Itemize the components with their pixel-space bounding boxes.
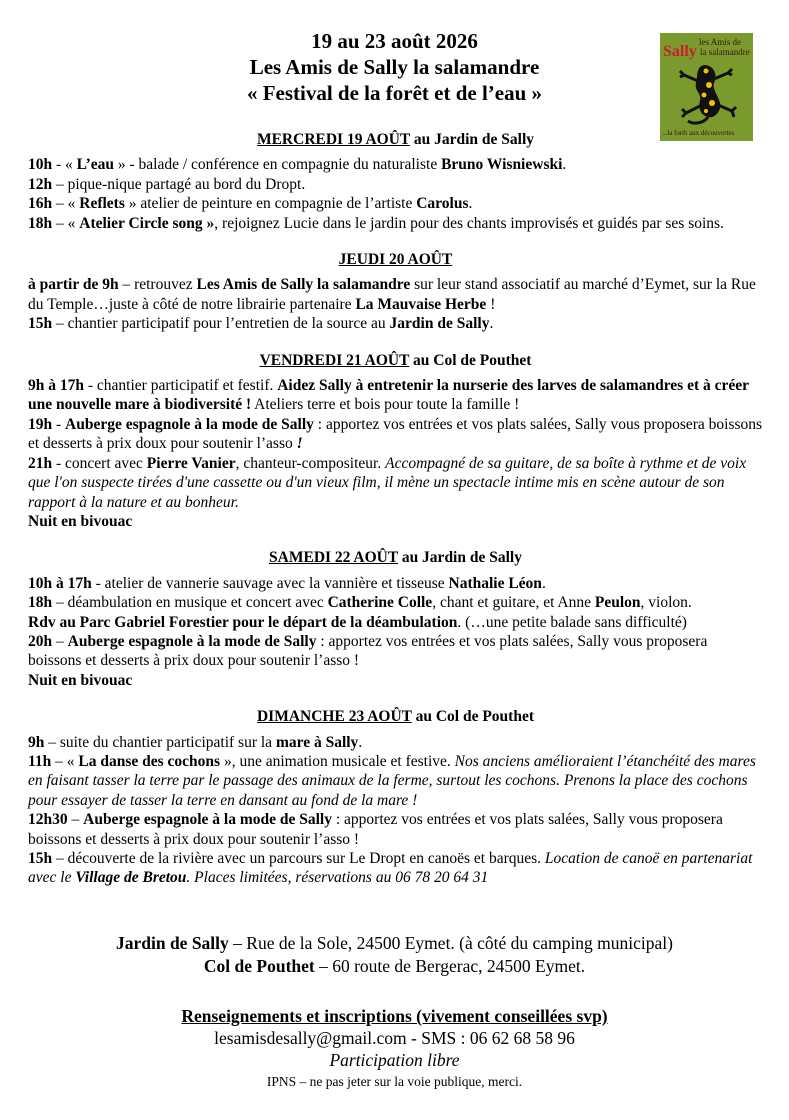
text-run: – « xyxy=(51,752,79,770)
event-title: Reflets xyxy=(79,195,125,213)
addresses xyxy=(0,932,789,978)
event-title: Auberge espagnole à la mode de Sally xyxy=(83,811,332,829)
event-line xyxy=(28,574,763,593)
bivouac-note: Nuit en bivouac xyxy=(28,671,133,689)
event-description: Nos anciens amélioraient l’étanchéité des mares en faisant tasser la terre par le passage des animaux de la ferme, surtout les cochons. Prenons la place des cochons pour essayer de tasser la terre en dansant au fond de la mare ! xyxy=(28,752,756,809)
event-time: 12h xyxy=(28,175,53,193)
text-run: – retrouvez xyxy=(118,276,197,294)
section-mercredi xyxy=(28,130,763,233)
event-line xyxy=(28,314,763,333)
text-run: » atelier de peinture en compagnie de l’artiste xyxy=(124,195,417,213)
section-jeudi xyxy=(28,250,763,334)
event-line xyxy=(28,415,763,454)
festival-name: « Festival de la forêt et de l’eau » xyxy=(246,81,543,105)
text-run: – 60 route de Bergerac, 24500 Eymet. xyxy=(314,956,586,976)
event-time: 9h xyxy=(28,733,45,751)
meeting-point: Rdv au Parc Gabriel Forestier pour le départ de la déambulation xyxy=(28,613,458,631)
participation-note: Participation libre xyxy=(329,1050,460,1070)
text-run: – « xyxy=(52,195,80,213)
text-run: - chantier participatif et festif. xyxy=(84,377,278,395)
contact-email-sms: lesamisdesally@gmail.com - SMS : 06 62 68 58 96 xyxy=(214,1028,575,1048)
event-time: 10h xyxy=(28,156,53,174)
event-line xyxy=(28,376,763,415)
salamander-icon xyxy=(674,61,740,127)
text-run: . xyxy=(468,195,473,213)
venue-label: au Col de Pouthet xyxy=(411,708,535,726)
address-col xyxy=(0,955,789,978)
venue-label: au Jardin de Sally xyxy=(397,549,522,567)
event-line xyxy=(28,593,763,612)
logo-sub-text: la salamandre xyxy=(700,47,750,57)
venue-name: Col de Pouthet xyxy=(203,956,315,976)
event-time: 11h xyxy=(28,752,52,770)
event-time: 18h xyxy=(28,214,53,232)
event-line xyxy=(28,632,763,671)
event-line xyxy=(28,613,763,632)
person-name: Nathalie Léon xyxy=(448,574,542,592)
event-line xyxy=(28,214,763,233)
text-run: ! xyxy=(296,435,303,453)
person-name: Catherine Colle xyxy=(327,594,433,612)
event-line xyxy=(28,155,763,174)
logo-tagline: ...la forêt aux découvertes xyxy=(662,129,735,137)
person-name: Peulon xyxy=(594,594,641,612)
contact-title: Renseignements et inscriptions (vivement conseillées svp) xyxy=(181,1006,608,1026)
day-label: VENDREDI 21 AOÛT xyxy=(259,351,410,369)
event-line xyxy=(28,175,763,194)
partner-name: La Mauvaise Herbe xyxy=(355,295,487,313)
text-run: : apportez vos entrées et vos plats salées, Sally vous proposera boissons et desserts à prix doux pour soutenir l’asso xyxy=(28,415,763,453)
text-run: . xyxy=(489,315,494,333)
text-run: – xyxy=(67,811,84,829)
event-line xyxy=(28,512,763,531)
text-run: . (…une petite balade sans difficulté) xyxy=(457,613,687,631)
event-time: 9h à 17h xyxy=(28,377,84,395)
person-name: Carolus xyxy=(416,195,469,213)
logo-name: Sally xyxy=(663,43,697,60)
event-time: 15h xyxy=(28,850,53,867)
venue-name: Jardin de Sally xyxy=(115,933,229,953)
text-run: . xyxy=(358,733,363,751)
text-run: », une animation musicale et festive. xyxy=(220,752,455,770)
logo-top-text: les Amis de xyxy=(699,37,741,47)
section-title xyxy=(28,250,763,269)
event-line xyxy=(28,454,763,512)
text-run: , chant et guitare, et Anne xyxy=(432,594,595,612)
day-label: DIMANCHE 23 AOÛT xyxy=(256,708,412,726)
text-run: - atelier de vannerie sauvage avec la vannière et tisseuse xyxy=(91,574,449,592)
text-run: : apportez vos entrées et vos plats salées, Sally vous proposera boissons et desserts à prix doux pour soutenir l’asso ! xyxy=(28,632,708,670)
event-time: 12h30 xyxy=(28,811,68,829)
event-highlight: Aidez Sally à entretenir la nurserie des larves de salamandres et à créer une nouvelle mare à biodiversité ! xyxy=(28,377,749,414)
event-title: L’eau xyxy=(76,156,114,174)
event-time: 15h xyxy=(28,315,53,333)
text-run: . xyxy=(562,156,567,174)
person-name: Bruno Wisniewski xyxy=(441,156,563,174)
text-run: Ateliers terre et bois pour toute la famille ! xyxy=(251,396,520,414)
venue-label: au Jardin de Sally xyxy=(409,131,535,148)
section-title xyxy=(28,707,763,726)
event-time: 20h xyxy=(28,632,53,650)
event-time: 18h xyxy=(28,594,53,612)
text-run: – suite du chantier participatif sur la xyxy=(44,733,276,751)
sally-logo xyxy=(660,33,753,141)
text-run: - « xyxy=(52,156,77,174)
section-dimanche xyxy=(28,707,763,888)
contact-block xyxy=(0,1005,789,1093)
text-run: – déambulation en musique et concert avec xyxy=(52,594,328,612)
program xyxy=(28,130,763,905)
text-run: – chantier participatif pour l’entretien de la source au xyxy=(52,315,390,333)
text-run: . Places limitées, réservations au 06 78 20 64 31 xyxy=(186,869,489,887)
event-title: Auberge espagnole à la mode de Sally xyxy=(67,632,317,650)
event-description: Accompagné de sa guitare, de sa boîte à rythme et de voix que l'on suspecte tirées d'une cassette ou d'un vieux film, il mène un spectacle intime mis en scène autour de son rapport à la nature et au bonheur. xyxy=(28,454,747,511)
event-title: La danse des cochons xyxy=(78,752,221,770)
text-run: – Rue de la Sole, 24500 Eymet. (à côté du camping municipal) xyxy=(228,933,673,953)
event-time: à partir de 9h xyxy=(28,276,119,294)
text-run: , chanteur-compositeur. xyxy=(235,454,386,472)
event-line xyxy=(28,810,763,849)
text-run: ! xyxy=(486,295,496,313)
text-run: . xyxy=(541,574,546,592)
section-title xyxy=(28,351,763,370)
day-label: JEUDI 20 AOÛT xyxy=(338,251,453,269)
event-title: Atelier Circle song » xyxy=(79,214,215,232)
organization-name: Les Amis de Sally la salamandre xyxy=(249,55,540,79)
event-line xyxy=(28,733,763,752)
venue-name: mare à Sally xyxy=(275,733,359,751)
day-label: MERCREDI 19 AOÛT xyxy=(256,131,410,148)
text-run: – découverte de la rivière avec un parcours sur Le Dropt en canoës et barques. xyxy=(52,850,545,867)
address-jardin xyxy=(0,932,789,955)
text-run: - concert avec xyxy=(52,454,147,472)
event-time: 21h xyxy=(28,454,53,472)
venue-name: Jardin de Sally xyxy=(389,315,490,333)
text-run: » - balade / conférence en compagnie du naturaliste xyxy=(114,156,442,174)
text-run: - xyxy=(52,415,66,433)
event-line xyxy=(28,275,763,314)
partner-name: Village de Bretou xyxy=(75,869,187,887)
person-name: Pierre Vanier xyxy=(146,454,236,472)
day-label: SAMEDI 22 AOÛT xyxy=(269,549,398,567)
event-time: 19h xyxy=(28,415,53,433)
section-vendredi xyxy=(28,351,763,532)
text-run: – xyxy=(52,632,68,650)
festival-date: 19 au 23 août 2026 xyxy=(311,29,478,53)
venue-label: au Col de Pouthet xyxy=(409,351,532,369)
event-line xyxy=(28,671,763,690)
event-time: 10h à 17h xyxy=(28,574,92,592)
org-name: Les Amis de Sally la salamandre xyxy=(196,276,411,294)
event-line xyxy=(28,849,763,888)
section-samedi xyxy=(28,548,763,690)
event-line xyxy=(28,752,763,810)
text-run: – pique-nique partagé au bord du Dropt. xyxy=(52,175,306,193)
text-run: , rejoignez Lucie dans le jardin pour des chants improvisés et guidés par ses soins. xyxy=(214,214,724,232)
event-line xyxy=(28,194,763,213)
section-title xyxy=(28,548,763,567)
text-run: – « xyxy=(52,214,80,232)
text-run: : apportez vos entrées et vos plats salées, Sally vous proposera boissons et desserts à prix doux pour soutenir l’asso ! xyxy=(28,811,723,848)
bivouac-note: Nuit en bivouac xyxy=(28,512,133,530)
ipns-note: IPNS – ne pas jeter sur la voie publique, merci. xyxy=(266,1074,523,1089)
text-run: , violon. xyxy=(640,594,692,612)
section-title xyxy=(28,130,763,149)
text-run: sur leur stand associatif au marché d’Eymet, sur la Rue du Temple…juste à côté de notre librairie partenaire xyxy=(28,276,756,313)
text-run: Location de canoë en partenariat avec le xyxy=(28,850,753,887)
event-time: 16h xyxy=(28,195,53,213)
event-title: Auberge espagnole à la mode de Sally xyxy=(65,415,314,433)
